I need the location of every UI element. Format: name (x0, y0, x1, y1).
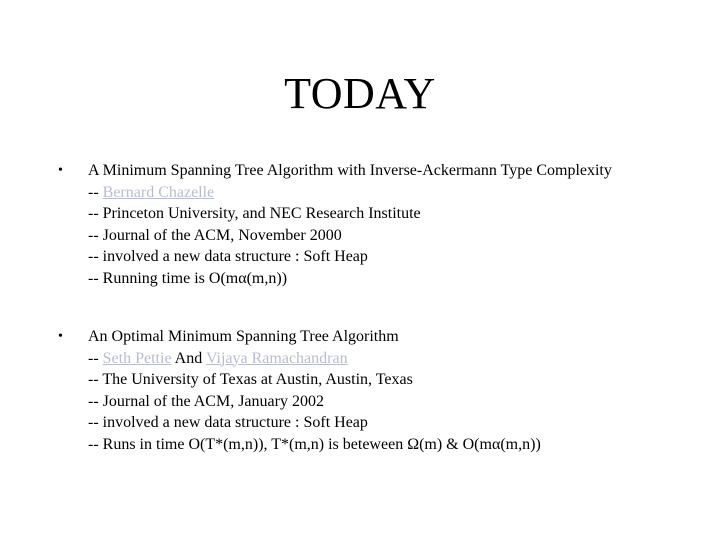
runtime-line: -- Runs in time O(T*(m,n)), T*(m,n) is beteween Ω(m) & O(mα(m,n)) (88, 435, 541, 453)
authors-joiner: And (171, 349, 206, 367)
authors-prefix: -- (88, 183, 103, 201)
bullet-body (88, 160, 678, 289)
journal-line: -- Journal of the ACM, November 2000 (88, 226, 342, 244)
author-link-ramachandran[interactable]: Vijaya Ramachandran (205, 349, 348, 367)
author-link-pettie[interactable]: Seth Pettie (102, 349, 172, 367)
author-link-chazelle[interactable]: Bernard Chazelle (102, 183, 215, 201)
data-structure-line: -- involved a new data structure : Soft Heap (88, 248, 368, 265)
bullet-body (88, 326, 678, 455)
runtime-line: -- Running time is O(mα(m,n)) (88, 269, 288, 287)
authors-prefix: -- (88, 349, 103, 367)
slide-title: TODAY (284, 69, 436, 118)
bullet-icon: • (58, 163, 63, 178)
bullet-item-pettie-ramachandran (58, 326, 678, 455)
affiliation-line: -- Princeton University, and NEC Research Institute (88, 205, 421, 222)
bullet-icon: • (58, 329, 63, 344)
journal-line: -- Journal of the ACM, January 2002 (88, 392, 324, 410)
authors-line (88, 182, 678, 204)
authors-line (88, 348, 678, 370)
paper-title: A Minimum Spanning Tree Algorithm with Inverse-Ackermann Type Complexity (88, 162, 612, 179)
affiliation-line: -- The University of Texas at Austin, Austin, Texas (88, 371, 413, 388)
paper-title: An Optimal Minimum Spanning Tree Algorithm (88, 328, 399, 345)
data-structure-line: -- involved a new data structure : Soft Heap (88, 414, 368, 431)
bullet-item-chazelle (58, 160, 678, 289)
